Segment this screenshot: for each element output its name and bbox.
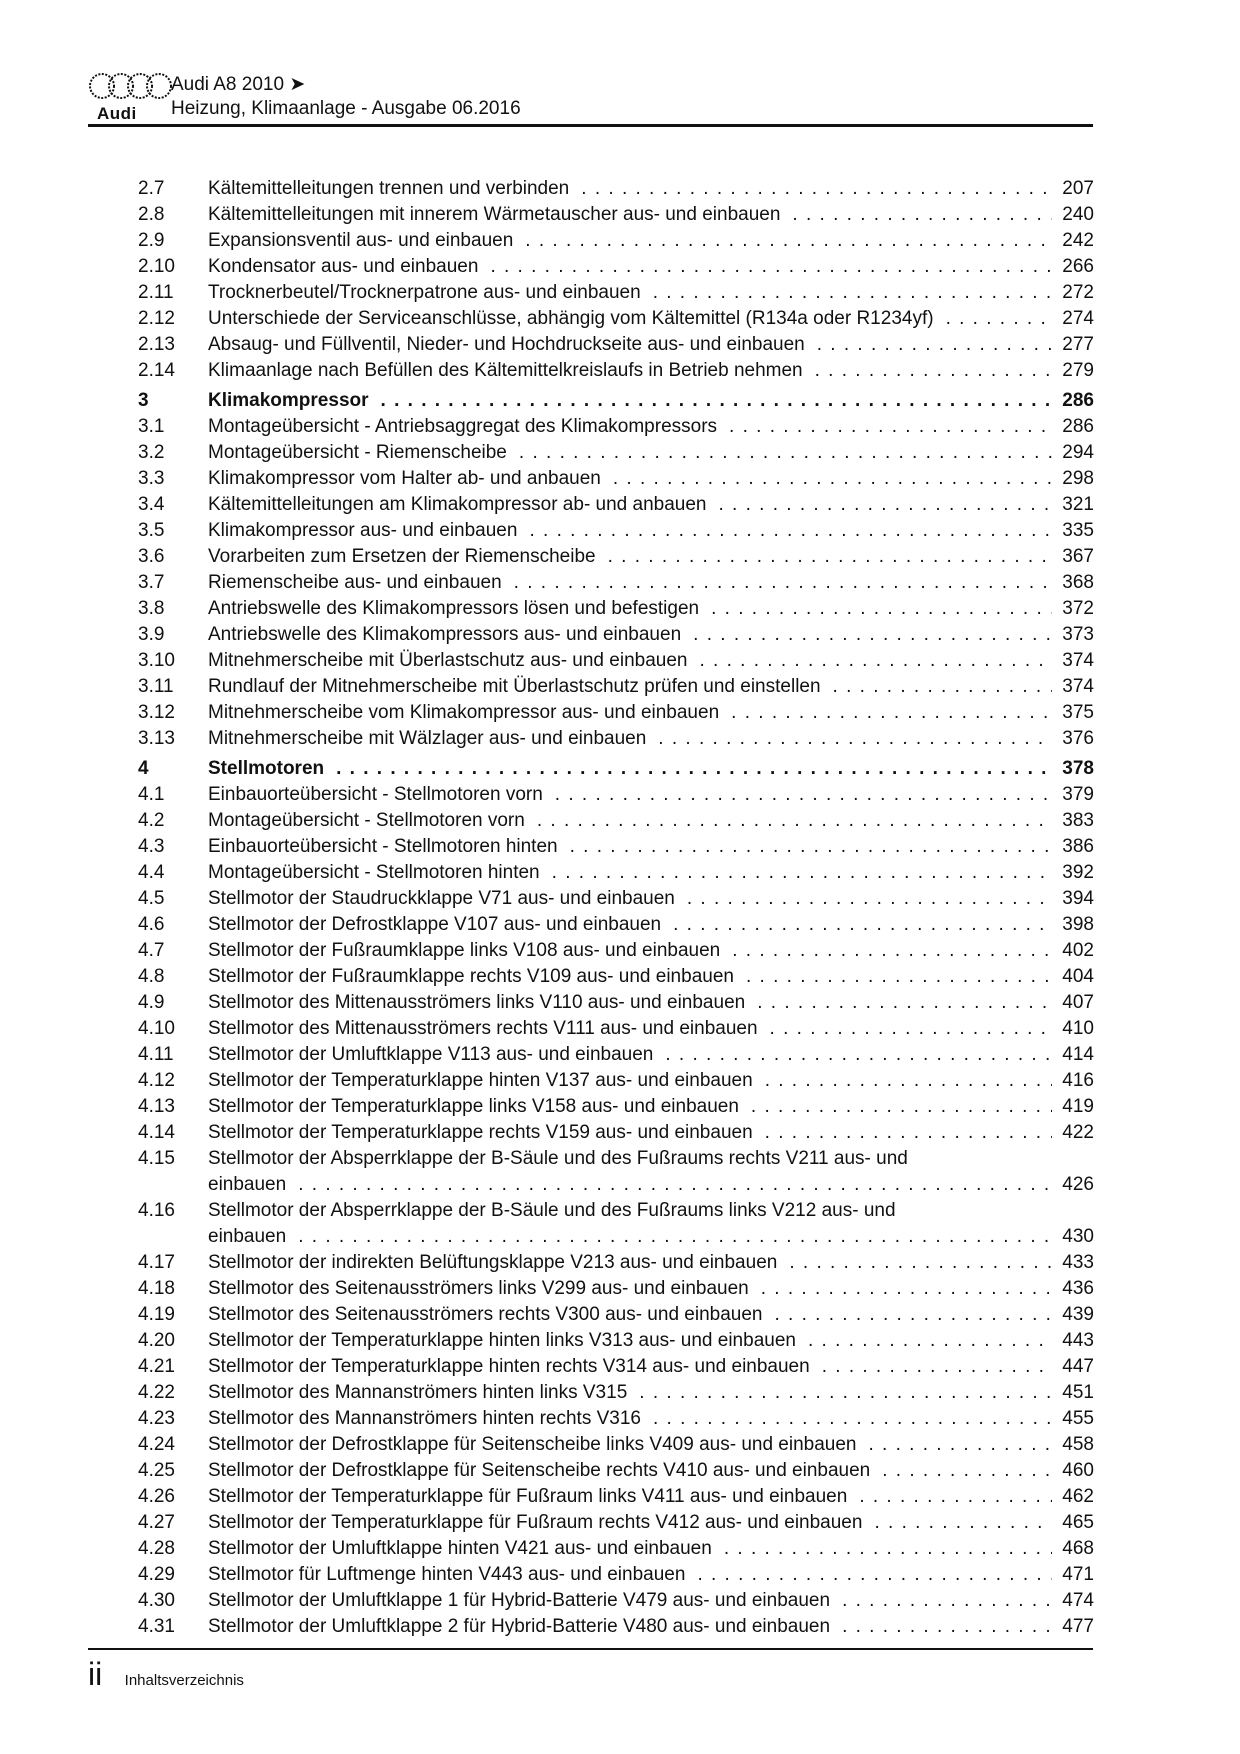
toc-entry-title: Kältemittelleitungen trennen und verbinden: [208, 178, 570, 199]
toc-entry[interactable]: [138, 332, 1094, 358]
toc-entry[interactable]: [138, 1302, 1094, 1328]
dot-leader: [761, 1276, 1052, 1302]
toc-entry-page: 402: [1062, 940, 1094, 961]
dot-leader: [697, 1562, 1052, 1588]
dot-leader: [815, 358, 1052, 384]
toc-entry-page: 374: [1062, 676, 1094, 697]
toc-entry-title: Mitnehmerscheibe vom Klimakompressor aus- und einbauen: [208, 702, 720, 723]
toc-entry-page: 426: [1062, 1174, 1094, 1195]
toc-entry[interactable]: [138, 1562, 1094, 1588]
toc-entry-number: 4.1: [138, 784, 165, 805]
toc-entry[interactable]: [138, 860, 1094, 886]
toc-entry-page: 374: [1062, 650, 1094, 671]
toc-entry-number: 4.26: [138, 1486, 175, 1507]
toc-entry-title: Stellmotor der Temperaturklappe hinten V137 aus- und einbauen: [208, 1070, 753, 1091]
toc-entry-number: 4.21: [138, 1356, 175, 1377]
toc-entry-title: Stellmotor der Temperaturklappe hinten links V313 aus- und einbauen: [208, 1330, 796, 1351]
toc-entry-number: 4.12: [138, 1070, 175, 1091]
toc-entry[interactable]: [138, 1016, 1094, 1042]
toc-entry-number: 4.31: [138, 1616, 175, 1637]
toc-entry-title: Stellmotor der Staudruckklappe V71 aus- und einbauen: [208, 888, 675, 909]
dot-leader: [765, 1068, 1052, 1094]
toc-entry-number: 2.7: [138, 178, 165, 199]
dot-leader: [490, 254, 1052, 280]
dot-leader: [833, 674, 1052, 700]
toc-entry-number: 2.13: [138, 334, 175, 355]
toc-entry-number: 4.27: [138, 1512, 175, 1533]
toc-entry-number: 4.5: [138, 888, 165, 909]
toc-chapter-entry[interactable]: [138, 756, 1094, 782]
toc-entry[interactable]: [138, 596, 1094, 622]
toc-entry-number: 4.24: [138, 1434, 175, 1455]
toc-entry[interactable]: [138, 782, 1094, 808]
dot-leader: [946, 306, 1052, 332]
dot-leader: [581, 176, 1052, 202]
dot-leader: [608, 544, 1052, 570]
dot-leader: [792, 202, 1052, 228]
toc-entry-page: 414: [1062, 1044, 1094, 1065]
toc-entry-title-continued: einbauen: [208, 1174, 287, 1195]
toc-entry-title: Vorarbeiten zum Ersetzen der Riemenscheibe: [208, 546, 596, 567]
toc-entry-title: Montageübersicht - Antriebsaggregat des Klimakompressors: [208, 416, 718, 437]
header-divider: [88, 124, 1093, 127]
toc-entry-number: 4.22: [138, 1382, 175, 1403]
toc-entry[interactable]: [138, 358, 1094, 384]
toc-entry-title: Stellmotor der Absperrklappe der B-Säule und des Fußraums rechts V211 aus- und: [208, 1148, 908, 1169]
toc-entry[interactable]: [138, 1198, 1094, 1250]
toc-entry[interactable]: [138, 1068, 1094, 1094]
toc-entry-title: Stellmotor der Defrostklappe für Seitenscheibe links V409 aus- und einbauen: [208, 1434, 857, 1455]
toc-entry[interactable]: [138, 254, 1094, 280]
toc-entry-title: Stellmotor der Defrostklappe für Seitenscheibe rechts V410 aus- und einbauen: [208, 1460, 871, 1481]
dot-leader: [693, 622, 1052, 648]
toc-entry-number: 3.6: [138, 546, 165, 567]
toc-entry-number: 3.5: [138, 520, 165, 541]
toc-entry[interactable]: [138, 1380, 1094, 1406]
toc-entry[interactable]: [138, 306, 1094, 332]
dot-leader: [757, 990, 1052, 1016]
dot-leader: [774, 1302, 1052, 1328]
toc-entry-page: 379: [1062, 784, 1094, 805]
dot-leader: [711, 596, 1052, 622]
toc-entry-number: 3.8: [138, 598, 165, 619]
dot-leader: [525, 228, 1052, 254]
toc-entry[interactable]: [138, 544, 1094, 570]
toc-entry-title: Stellmotor der Defrostklappe V107 aus- und einbauen: [208, 914, 662, 935]
toc-entry-title: Einbauorteübersicht - Stellmotoren vorn: [208, 784, 543, 805]
toc-entry-number: 4.29: [138, 1564, 175, 1585]
toc-entry[interactable]: [138, 1146, 1094, 1198]
footer-section-label: Inhaltsverzeichnis: [124, 1672, 244, 1689]
dot-leader: [381, 388, 1052, 414]
toc-entry-title: Trocknerbeutel/Trocknerpatrone aus- und einbauen: [208, 282, 641, 303]
toc-entry-page: 286: [1062, 390, 1094, 411]
toc-entry[interactable]: [138, 466, 1094, 492]
toc-entry-number: 3.9: [138, 624, 165, 645]
toc-entry[interactable]: [138, 938, 1094, 964]
toc-entry-page: 474: [1062, 1590, 1094, 1611]
toc-entry-title: Klimakompressor vom Halter ab- und anbauen: [208, 468, 601, 489]
toc-entry[interactable]: [138, 518, 1094, 544]
toc-entry-page: 373: [1062, 624, 1094, 645]
dot-leader: [673, 912, 1052, 938]
toc-entry[interactable]: [138, 440, 1094, 466]
toc-entry-number: 4.3: [138, 836, 165, 857]
dot-leader: [770, 1016, 1052, 1042]
toc-entry[interactable]: [138, 964, 1094, 990]
toc-entry[interactable]: [138, 648, 1094, 674]
toc-entry[interactable]: [138, 1484, 1094, 1510]
toc-entry-page: 458: [1062, 1434, 1094, 1455]
dot-leader: [336, 756, 1052, 782]
dot-leader: [639, 1380, 1052, 1406]
toc-entry-page: 272: [1062, 282, 1094, 303]
toc-entry-title: Stellmotor der Temperaturklappe für Fußraum rechts V412 aus- und einbauen: [208, 1512, 863, 1533]
toc-entry-number: 2.10: [138, 256, 175, 277]
toc-entry-number: 3.1: [138, 416, 165, 437]
dot-leader: [687, 886, 1052, 912]
toc-entry-title: Stellmotoren: [208, 758, 325, 779]
dot-leader: [789, 1250, 1052, 1276]
toc-entry-page: 410: [1062, 1018, 1094, 1039]
dot-leader: [665, 1042, 1052, 1068]
toc-entry-page: 447: [1062, 1356, 1094, 1377]
toc-entry-title: Mitnehmerscheibe mit Überlastschutz aus- und einbauen: [208, 650, 688, 671]
dot-leader: [874, 1510, 1052, 1536]
toc-entry[interactable]: [138, 570, 1094, 596]
toc-entry-page: 439: [1062, 1304, 1094, 1325]
toc-entry[interactable]: [138, 1432, 1094, 1458]
toc-entry-number: 2.12: [138, 308, 175, 329]
toc-chapter-entry[interactable]: [138, 388, 1094, 414]
toc-entry-title: Stellmotor des Mittenausströmers links V110 aus- und einbauen: [208, 992, 746, 1013]
page-footer: [88, 1656, 244, 1692]
dot-leader: [537, 808, 1052, 834]
toc-entry-number: 4.9: [138, 992, 165, 1013]
page-number: ii: [88, 1656, 103, 1692]
dot-leader: [882, 1458, 1052, 1484]
toc-entry[interactable]: [138, 674, 1094, 700]
toc-entry-page: 335: [1062, 520, 1094, 541]
toc-entry-title: Riemenscheibe aus- und einbauen: [208, 572, 502, 593]
toc-entry-number: 4.8: [138, 966, 165, 987]
toc-entry[interactable]: [138, 280, 1094, 306]
dot-leader: [555, 782, 1052, 808]
dot-leader: [724, 1536, 1052, 1562]
toc-entry-number: 4.15: [138, 1148, 175, 1169]
toc-entry-page: 242: [1062, 230, 1094, 251]
toc-entry-number: 3.13: [138, 728, 175, 749]
toc-entry[interactable]: [138, 176, 1094, 202]
toc-entry-title: Antriebswelle des Klimakompressors lösen und befestigen: [208, 598, 700, 619]
dot-leader: [529, 518, 1052, 544]
toc-entry-number: 4.18: [138, 1278, 175, 1299]
toc-entry-title: Stellmotor des Mannanströmers hinten rechts V316: [208, 1408, 641, 1429]
toc-entry-title: Stellmotor des Mittenausströmers rechts V111 aus- und einbauen: [208, 1018, 758, 1039]
dot-leader: [613, 466, 1052, 492]
toc-entry[interactable]: [138, 1588, 1094, 1614]
toc-entry-title: Stellmotor der indirekten Belüftungsklappe V213 aus- und einbauen: [208, 1252, 778, 1273]
toc-entry-page: 460: [1062, 1460, 1094, 1481]
toc-entry-number: 4.10: [138, 1018, 175, 1039]
dot-leader: [719, 492, 1053, 518]
toc-entry-page: 378: [1062, 758, 1094, 779]
dot-leader: [842, 1614, 1052, 1640]
toc-entry-title: Montageübersicht - Riemenscheibe: [208, 442, 507, 463]
toc-entry-title: Montageübersicht - Stellmotoren hinten: [208, 862, 540, 883]
toc-entry[interactable]: [138, 834, 1094, 860]
toc-entry-title: Klimakompressor: [208, 390, 369, 411]
toc-entry-title: Absaug- und Füllventil, Nieder- und Hochdruckseite aus- und einbauen: [208, 334, 805, 355]
toc-entry-page: 277: [1062, 334, 1094, 355]
toc-entry-number: 2.9: [138, 230, 165, 251]
toc-entry-number: 3.10: [138, 650, 175, 671]
toc-entry-number: 3.2: [138, 442, 165, 463]
toc-entry-title: Stellmotor der Umluftklappe 2 für Hybrid-Batterie V480 aus- und einbauen: [208, 1616, 831, 1637]
toc-entry-title: Stellmotor der Umluftklappe V113 aus- und einbauen: [208, 1044, 654, 1065]
toc-entry-number: 2.8: [138, 204, 165, 225]
dot-leader: [570, 834, 1052, 860]
toc-entry[interactable]: [138, 1042, 1094, 1068]
toc-entry-number: 4: [138, 758, 149, 779]
toc-entry[interactable]: [138, 1120, 1094, 1146]
dot-leader: [869, 1432, 1053, 1458]
toc-entry-title: Stellmotor der Absperrklappe der B-Säule und des Fußraums links V212 aus- und: [208, 1200, 896, 1221]
dot-leader: [817, 332, 1052, 358]
toc-entry[interactable]: [138, 886, 1094, 912]
toc-entry-title: Stellmotor für Luftmenge hinten V443 aus- und einbauen: [208, 1564, 686, 1585]
toc-entry-page: 394: [1062, 888, 1094, 909]
toc-entry-title: Montageübersicht - Stellmotoren vorn: [208, 810, 525, 831]
toc-entry-title: Stellmotor der Temperaturklappe rechts V159 aus- und einbauen: [208, 1122, 753, 1143]
toc-entry-number: 4.20: [138, 1330, 175, 1351]
toc-entry[interactable]: [138, 990, 1094, 1016]
toc-entry-number: 4.7: [138, 940, 165, 961]
toc-entry-page: 274: [1062, 308, 1094, 329]
toc-entry-page: 451: [1062, 1382, 1094, 1403]
toc-entry-page: 443: [1062, 1330, 1094, 1351]
toc-entry[interactable]: [138, 1510, 1094, 1536]
toc-entry[interactable]: [138, 1406, 1094, 1432]
toc-entry[interactable]: [138, 414, 1094, 440]
toc-entry-number: 4.2: [138, 810, 165, 831]
toc-entry-page: 407: [1062, 992, 1094, 1013]
dot-leader: [658, 726, 1052, 752]
dot-leader: [732, 938, 1052, 964]
toc-entry-title: Stellmotor des Seitenausströmers rechts V300 aus- und einbauen: [208, 1304, 763, 1325]
toc-entry-page: 386: [1062, 836, 1094, 857]
toc-entry-number: 2.11: [138, 282, 174, 303]
toc-entry-page: 433: [1062, 1252, 1094, 1273]
dot-leader: [653, 1406, 1052, 1432]
toc-entry-title: Kältemittelleitungen mit innerem Wärmetauscher aus- und einbauen: [208, 204, 781, 225]
dot-leader: [842, 1588, 1052, 1614]
toc-entry[interactable]: [138, 1094, 1094, 1120]
toc-entry-number: 4.11: [138, 1044, 174, 1065]
toc-entry-page: 240: [1062, 204, 1094, 225]
toc-entry-title: Stellmotor der Temperaturklappe hinten rechts V314 aus- und einbauen: [208, 1356, 810, 1377]
toc-entry-title: Expansionsventil aus- und einbauen: [208, 230, 514, 251]
toc-entry-title: Einbauorteübersicht - Stellmotoren hinten: [208, 836, 558, 857]
toc-entry-title: Unterschiede der Serviceanschlüsse, abhängig vom Kältemittel (R134a oder R1234yf): [208, 308, 934, 329]
toc-entry-number: 4.30: [138, 1590, 175, 1611]
toc-entry-page: 207: [1062, 178, 1094, 199]
toc-entry-number: 2.14: [138, 360, 175, 381]
toc-entry-title: Stellmotor der Umluftklappe hinten V421 aus- und einbauen: [208, 1538, 712, 1559]
audi-rings-logo-icon: [88, 70, 174, 130]
toc-entry-number: 4.13: [138, 1096, 175, 1117]
footer-divider: [88, 1648, 1093, 1650]
toc-entry-page: 392: [1062, 862, 1094, 883]
toc-entry[interactable]: [138, 1536, 1094, 1562]
toc-entry[interactable]: [138, 492, 1094, 518]
toc-entry-title: Rundlauf der Mitnehmerscheibe mit Überlastschutz prüfen und einstellen: [208, 676, 821, 697]
toc-entry-page: 368: [1062, 572, 1094, 593]
toc-entry-number: 4.17: [138, 1252, 175, 1273]
toc-entry-number: 3.4: [138, 494, 165, 515]
toc-entry-number: 4.6: [138, 914, 165, 935]
toc-entry-page: 436: [1062, 1278, 1094, 1299]
toc-entry-page: 375: [1062, 702, 1094, 723]
toc-entry-number: 3.11: [138, 676, 174, 697]
dot-leader: [765, 1120, 1052, 1146]
table-of-contents: [138, 176, 1094, 1640]
toc-entry-page: 383: [1062, 810, 1094, 831]
toc-entry-page: 455: [1062, 1408, 1094, 1429]
dot-leader: [822, 1354, 1052, 1380]
toc-entry[interactable]: [138, 1276, 1094, 1302]
toc-entry[interactable]: [138, 808, 1094, 834]
toc-entry-page: 477: [1062, 1616, 1094, 1637]
dot-leader: [552, 860, 1052, 886]
toc-entry-title: Stellmotor des Mannanströmers hinten links V315: [208, 1382, 628, 1403]
toc-entry-number: 4.16: [138, 1200, 175, 1221]
toc-entry-page: 404: [1062, 966, 1094, 987]
dot-leader: [298, 1224, 1052, 1250]
toc-entry-title: Stellmotor der Fußraumklappe links V108 aus- und einbauen: [208, 940, 721, 961]
toc-entry-page: 468: [1062, 1538, 1094, 1559]
toc-entry-page: 430: [1062, 1226, 1094, 1247]
toc-entry-title: Stellmotor der Umluftklappe 1 für Hybrid-Batterie V479 aus- und einbauen: [208, 1590, 831, 1611]
toc-entry-number: 4.23: [138, 1408, 175, 1429]
toc-entry-page: 294: [1062, 442, 1094, 463]
toc-entry-title: Klimakompressor aus- und einbauen: [208, 520, 518, 541]
toc-entry[interactable]: [138, 202, 1094, 228]
toc-entry[interactable]: [138, 228, 1094, 254]
toc-entry[interactable]: [138, 1250, 1094, 1276]
toc-entry[interactable]: [138, 1458, 1094, 1484]
toc-entry-page: 367: [1062, 546, 1094, 567]
toc-entry-number: 3.7: [138, 572, 165, 593]
toc-entry-title: Stellmotor des Seitenausströmers links V299 aus- und einbauen: [208, 1278, 749, 1299]
dot-leader: [859, 1484, 1052, 1510]
toc-entry-title-continued: einbauen: [208, 1226, 287, 1247]
toc-entry-page: 462: [1062, 1486, 1094, 1507]
toc-entry-number: 4.28: [138, 1538, 175, 1559]
toc-entry-page: 419: [1062, 1096, 1094, 1117]
dot-leader: [519, 440, 1052, 466]
toc-entry-title: Mitnehmerscheibe mit Wälzlager aus- und einbauen: [208, 728, 647, 749]
audi-brand-wordmark: Audi: [97, 104, 137, 123]
dot-leader: [746, 964, 1052, 990]
toc-entry-page: 266: [1062, 256, 1094, 277]
toc-entry-number: 3: [138, 390, 149, 411]
toc-entry-title: Klimaanlage nach Befüllen des Kältemittelkreislaufs in Betrieb nehmen: [208, 360, 803, 381]
dot-leader: [653, 280, 1052, 306]
toc-entry[interactable]: [138, 1614, 1094, 1640]
toc-entry-number: 4.14: [138, 1122, 175, 1143]
toc-entry-title: Antriebswelle des Klimakompressors aus- und einbauen: [208, 624, 682, 645]
dot-leader: [751, 1094, 1052, 1120]
toc-entry[interactable]: [138, 622, 1094, 648]
toc-entry-title: Kondensator aus- und einbauen: [208, 256, 479, 277]
toc-entry[interactable]: [138, 700, 1094, 726]
dot-leader: [731, 700, 1052, 726]
toc-entry-number: 3.3: [138, 468, 165, 489]
toc-entry-title: Stellmotor der Temperaturklappe für Fußraum links V411 aus- und einbauen: [208, 1486, 848, 1507]
toc-entry[interactable]: [138, 726, 1094, 752]
toc-entry-title: Stellmotor der Fußraumklappe rechts V109 aus- und einbauen: [208, 966, 734, 987]
toc-entry-page: 422: [1062, 1122, 1094, 1143]
toc-entry-number: 3.12: [138, 702, 175, 723]
toc-entry[interactable]: [138, 1328, 1094, 1354]
toc-entry-title: Kältemittelleitungen am Klimakompressor ab- und anbauen: [208, 494, 707, 515]
toc-entry[interactable]: [138, 912, 1094, 938]
toc-entry-title: Stellmotor der Temperaturklappe links V158 aus- und einbauen: [208, 1096, 739, 1117]
toc-entry-page: 416: [1062, 1070, 1094, 1091]
dot-leader: [729, 414, 1052, 440]
toc-entry-number: 4.25: [138, 1460, 175, 1481]
toc-entry-page: 372: [1062, 598, 1094, 619]
dot-leader: [298, 1172, 1052, 1198]
dot-leader: [699, 648, 1052, 674]
document-title: Audi A8 2010 ➤: [171, 74, 306, 95]
toc-entry-page: 398: [1062, 914, 1094, 935]
toc-entry-page: 376: [1062, 728, 1094, 749]
toc-entry-number: 4.4: [138, 862, 165, 883]
toc-entry-page: 286: [1062, 416, 1094, 437]
document-subtitle: Heizung, Klimaanlage - Ausgabe 06.2016: [171, 98, 521, 119]
toc-entry-page: 321: [1062, 494, 1094, 515]
toc-entry-page: 465: [1062, 1512, 1094, 1533]
dot-leader: [808, 1328, 1052, 1354]
dot-leader: [514, 570, 1052, 596]
toc-entry[interactable]: [138, 1354, 1094, 1380]
toc-entry-page: 298: [1062, 468, 1094, 489]
toc-entry-page: 279: [1062, 360, 1094, 381]
toc-entry-number: 4.19: [138, 1304, 175, 1325]
toc-entry-page: 471: [1062, 1564, 1094, 1585]
